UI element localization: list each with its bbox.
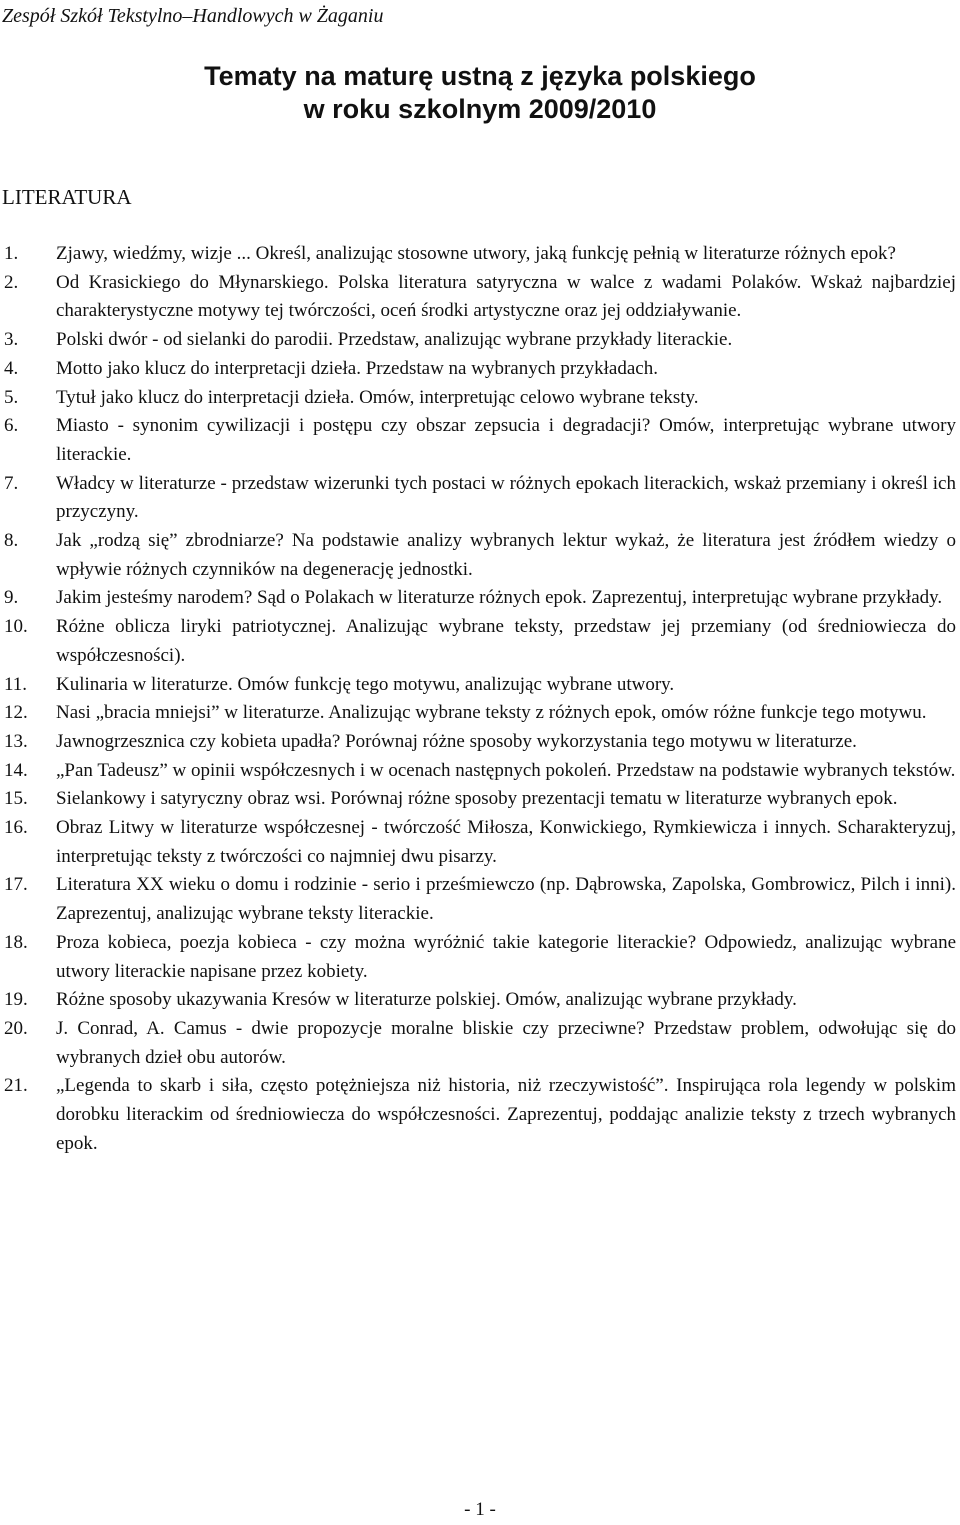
topic-text: „Pan Tadeusz” w opinii współczesnych i w ocenach następnych pokoleń. Przedstaw na podstawie wybranych tekstów. (56, 759, 956, 781)
topic-text: J. Conrad, A. Camus - dwie propozycje moralne bliskie czy przeciwne? Przedstaw problem, odwołując się do wybranych dzieł obu autorów. (56, 1017, 956, 1068)
topic-text: Od Krasickiego do Młynarskiego. Polska literatura satyryczna w walce z wadami Polaków. Wskaż najbardziej charakterystyczne motywy tej twórczości, oceń środki artystyczne oraz jej oddziaływanie. (56, 271, 956, 322)
topic-number: 20. (4, 1017, 28, 1039)
topic-item (0, 240, 956, 269)
topic-text: Zjawy, wiedźmy, wizje ... Określ, analizując stosowne utwory, jaką funkcję pełnią w literaturze różnych epok? (56, 243, 896, 264)
topic-item (0, 757, 956, 786)
page-number: - 1 - (464, 1499, 496, 1520)
topic-item (0, 699, 956, 728)
topic-number: 11. (4, 673, 28, 695)
topic-item (0, 326, 956, 355)
topic-item (0, 929, 956, 986)
section-heading: LITERATURA (2, 185, 132, 209)
topic-item (0, 1072, 956, 1158)
topic-number: 10. (4, 616, 28, 638)
topic-number: 5. (4, 386, 19, 408)
topic-number: 7. (4, 472, 19, 494)
topic-list (0, 240, 956, 1159)
document-title-line-1: Tematy na maturę ustną z języka polskiego (204, 61, 756, 91)
topic-item (0, 1015, 956, 1072)
topic-number: 13. (4, 730, 28, 752)
topic-text: Władcy w literaturze - przedstaw wizerunki tych postaci w różnych epokach literackich, wskaż przemiany i określ ich przyczyny. (56, 472, 956, 523)
topic-text: Polski dwór - od sielanki do parodii. Przedstaw, analizując wybrane przykłady literackie. (56, 329, 733, 351)
topic-item (0, 269, 956, 326)
topic-number: 6. (4, 415, 19, 437)
topic-item (0, 871, 956, 928)
topic-text: Proza kobieca, poezja kobieca - czy można wyróżnić takie kategorie literackie? Odpowiedz, analizując wybrane utwory literackie napisane przez kobiety. (56, 931, 956, 982)
topic-text: Sielankowy i satyryczny obraz wsi. Porównaj różne sposoby prezentacji tematu w literaturze wybranych epok. (56, 788, 898, 810)
topic-number: 15. (4, 788, 28, 810)
topic-item (0, 412, 956, 469)
topic-item (0, 728, 956, 757)
topic-number: 17. (4, 874, 28, 896)
topic-number: 21. (4, 1075, 28, 1097)
topic-item (0, 785, 956, 814)
school-header: Zespół Szkół Tekstylno–Handlowych w Żaganiu (2, 5, 384, 27)
topic-number: 16. (4, 817, 28, 839)
topic-number: 14. (4, 759, 28, 781)
topic-number: 19. (4, 989, 28, 1011)
topic-number: 3. (4, 329, 19, 351)
document-title-line-2: w roku szkolnym 2009/2010 (303, 94, 657, 124)
topic-number: 9. (4, 587, 19, 609)
topic-text: Tytuł jako klucz do interpretacji dzieła. Omów, interpretując celowo wybrane teksty. (56, 386, 699, 408)
topic-item (0, 671, 956, 700)
topic-item (0, 584, 956, 613)
topic-item (0, 613, 956, 670)
topic-item (0, 470, 956, 527)
topic-text: Kulinaria w literaturze. Omów funkcję tego motywu, analizując wybrane utwory. (56, 673, 675, 695)
topic-text: Literatura XX wieku o domu i rodzinie - serio i prześmiewczo (np. Dąbrowska, Zapolska, Gombrowicz, Pilch i inni). Zaprezentuj, analizując wybrane teksty literackie. (56, 874, 956, 925)
topic-item (0, 986, 956, 1015)
topic-item (0, 527, 956, 584)
topic-number: 12. (4, 702, 28, 724)
topic-text: Obraz Litwy w literaturze współczesnej - twórczość Miłosza, Konwickiego, Rymkiewicza i innych. Scharakteryzuj, interpretując teksty z twórczości co najmniej dwu pisarzy. (56, 817, 956, 867)
topic-number: 1. (4, 243, 19, 264)
topic-number: 2. (4, 271, 19, 293)
topic-text: Różne sposoby ukazywania Kresów w literaturze polskiej. Omów, analizując wybrane przykłady. (56, 989, 797, 1011)
topic-text: Jawnogrzesznica czy kobieta upadła? Porównaj różne sposoby wykorzystania tego motywu w literaturze. (56, 730, 857, 752)
topic-text: Miasto - synonim cywilizacji i postępu czy obszar zepsucia i degradacji? Omów, interpretując wybrane utwory literackie. (56, 415, 956, 465)
topic-text: Nasi „bracia mniejsi” w literaturze. Analizując wybrane teksty z różnych epok, omów różne funkcje tego motywu. (56, 702, 927, 724)
topic-text: „Legenda to skarb i siła, często potężniejsza niż historia, niż rzeczywistość”. Inspirująca rola legendy w polskim dorobku literackim od średniowiecza do współczesności. Zaprezentuj, poddając analizie teksty z trzech wybranych epok. (56, 1075, 956, 1154)
topic-number: 4. (4, 357, 19, 379)
topic-text: Różne oblicza liryki patriotycznej. Analizując wybrane teksty, przedstaw jej przemiany (od średniowiecza do współczesności). (56, 616, 956, 666)
topic-number: 18. (4, 931, 28, 953)
topic-text: Motto jako klucz do interpretacji dzieła. Przedstaw na wybranych przykładach. (56, 357, 658, 379)
document-title (0, 60, 960, 126)
topic-item (0, 355, 956, 384)
topic-item (0, 814, 956, 871)
topic-number: 8. (4, 530, 19, 552)
topic-item (0, 384, 956, 413)
topic-text: Jakim jesteśmy narodem? Sąd o Polakach w literaturze różnych epok. Zaprezentuj, interpretując wybrane przykłady. (56, 587, 943, 609)
topic-text: Jak „rodzą się” zbrodniarze? Na podstawie analizy wybranych lektur wykaż, że literatura jest źródłem wiedzy o wpływie różnych czynników na degenerację jednostki. (56, 530, 956, 580)
